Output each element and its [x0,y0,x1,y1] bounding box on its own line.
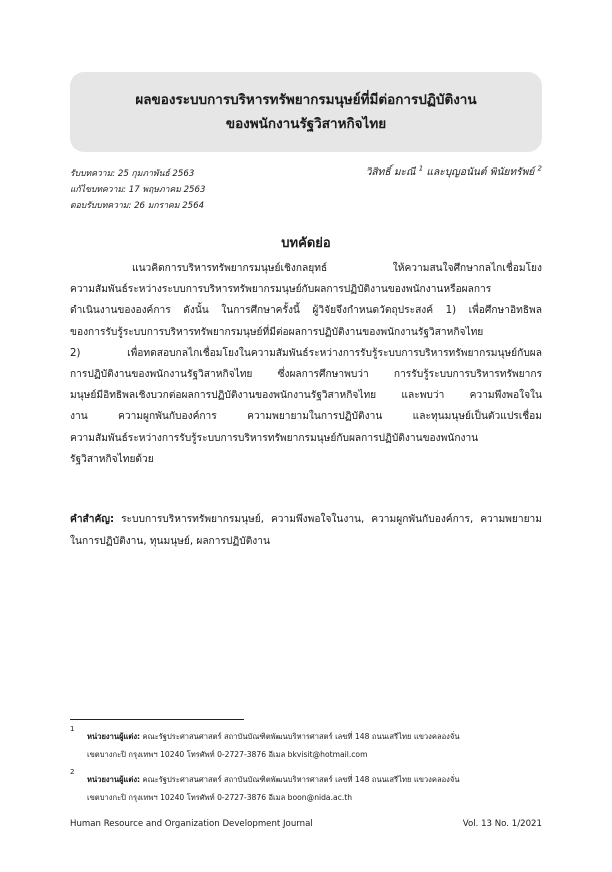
article-dates [70,166,205,214]
paper-title-line-2: ของพนักงานรัฐวิสาหกิจไทย [225,116,387,132]
footnote-number: 2 [70,768,75,776]
footnote-label: หน่วยงานผู้แต่ง: [87,775,141,784]
abstract-line: ความสัมพันธ์ระหว่างระบบการบริหารทรัพยากรมนุษย์กับผลการปฏิบัติงานของพนักงานหรือผลการ [70,284,492,296]
abstract-line: งาน ความผูกพันกับองค์การ ความพยายามในการปฏิบัติงาน และทุนมนุษย์เป็นตัวแปรเชื่อม [70,411,542,423]
abstract-body [70,258,542,470]
footnote-contact: เขตบางกะปิ กรุงเทพฯ 10240 โทรศัพท์ 0-2727-3876 อีเมล bkvisit@hotmail.com [87,750,368,759]
abstract-line: ความสัมพันธ์ระหว่างการรับรู้ระบบการบริหารทรัพยากรมนุษย์กับผลการปฏิบัติงานของพนักงาน [70,432,479,444]
keywords-text-line-1: ระบบการบริหารทรัพยากรมนุษย์, ความพึงพอใจในงาน, ความผูกพันกับองค์การ, ความพยายาม [121,514,542,525]
journal-issue: Vol. 13 No. 1/2021 [462,819,542,829]
abstract-line: แนวคิดการบริหารทรัพยากรมนุษย์เชิงกลยุทธ์ ให้ความสนใจศึกษากลไกเชื่อมโยง [132,263,542,274]
keywords-label: คำสำคัญ: [70,514,115,525]
revised-date: แก้ไขบทความ: 17 พฤษภาคม 2563 [70,185,206,195]
received-date: รับบทความ: 25 กุมภาพันธ์ 2563 [70,169,195,179]
footnote-label: หน่วยงานผู้แต่ง: [87,732,141,741]
abstract-line: การปฏิบัติงานของพนักงานรัฐวิสาหกิจไทย ซึ่งผลการศึกษาพบว่า การรับรู้ระบบการบริหารทรัพยากร [70,368,542,380]
abstract-line: ดำเนินงานขององค์การ ดังนั้น ในการศึกษาครั้งนี้ ผู้วิจัยจึงกำหนดวัตถุประสงค์ 1) เพื่อศึกษาอิทธิพล [70,305,542,317]
keywords-section [70,509,542,553]
footnote-2 [70,768,542,807]
author-2-footnote-mark: 2 [537,164,542,173]
footnote-number: 1 [70,725,75,733]
author-1-name: วิสิทธิ์ มะณี [365,167,416,178]
footnote-1 [70,725,542,764]
footnote-address: คณะรัฐประศาสนศาสตร์ สถาบันบัณฑิตพัฒนบริหารศาสตร์ เลขที่ 148 ถนนเสรีไทย แขวงคลองจั่น [142,775,460,784]
accepted-date: ตอบรับบทความ: 26 มกราคม 2564 [70,201,205,211]
author-2-name: และบุญอนันต์ พินัยทรัพย์ [426,167,535,178]
title-box [70,72,542,152]
author-list [366,164,542,180]
paper-title-line-1: ผลของระบบการบริหารทรัพยากรมนุษย์ที่มีต่อการปฏิบัติงาน [135,92,477,108]
abstract-line: รัฐวิสาหกิจไทยด้วย [70,453,154,465]
abstract-line: มนุษย์มีอิทธิพลเชิงบวกต่อผลการปฏิบัติงานของพนักงานรัฐวิสาหกิจไทย และพบว่า ความพึงพอใจใน [70,390,542,402]
footnote-contact: เขตบางกะปิ กรุงเทพฯ 10240 โทรศัพท์ 0-2727-3876 อีเมล boon@nida.ac.th [87,793,353,802]
footnote-address: คณะรัฐประศาสนศาสตร์ สถาบันบัณฑิตพัฒนบริหารศาสตร์ เลขที่ 148 ถนนเสรีไทย แขวงคลองจั่น [142,732,460,741]
abstract-line: 2) เพื่อทดสอบกลไกเชื่อมโยงในความสัมพันธ์ระหว่างการรับรู้ระบบการบริหารทรัพยากรมนุษย์กับผล [70,347,542,359]
footnotes [70,725,542,814]
page-footer [70,819,542,829]
keywords-text-line-2: ในการปฏิบัติงาน, ทุนมนุษย์, ผลการปฏิบัติงาน [70,536,270,547]
abstract-line: ของการรับรู้ระบบการบริหารทรัพยากรมนุษย์ที่มีต่อผลการปฏิบัติงานของพนักงานรัฐวิสาหกิจไทย [70,326,484,338]
journal-name: Human Resource and Organization Development Journal [70,819,313,829]
author-1-footnote-mark: 1 [418,164,424,173]
abstract-heading: บทคัดย่อ [281,236,331,251]
footnote-divider [70,719,244,720]
